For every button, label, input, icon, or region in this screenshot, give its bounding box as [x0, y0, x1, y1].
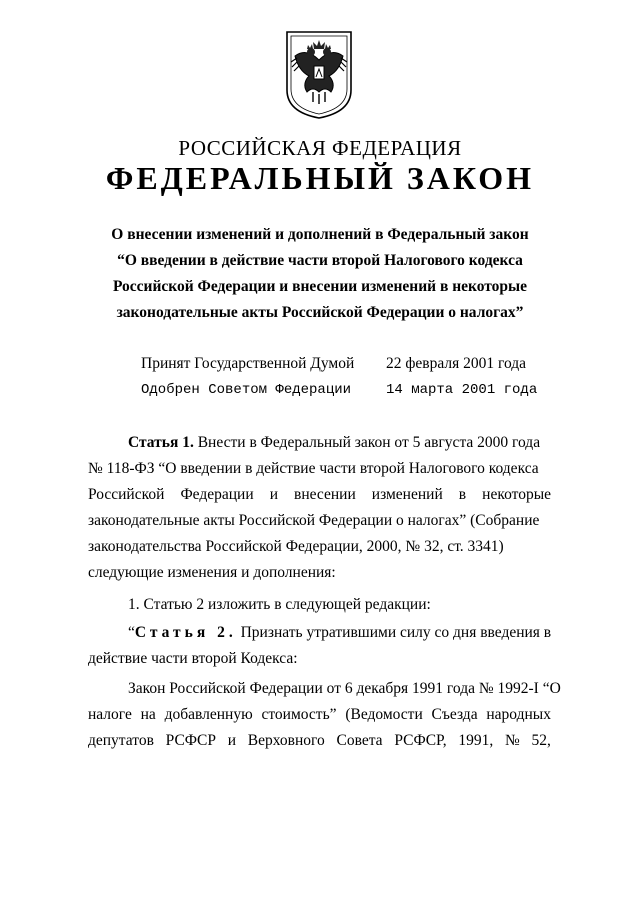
article-1-justified-line: Российской Федерации и внесении изменений в некоторые [88, 486, 551, 503]
country-title: РОССИЙСКАЯ ФЕДЕРАЦИЯ [178, 136, 462, 160]
open-quote: “ [128, 624, 135, 641]
article-2-heading: Статья 2. [134, 624, 237, 641]
law-title: ФЕДЕРАЛЬНЫЙ ЗАКОН [105, 160, 535, 196]
double-headed-eagle-icon [283, 28, 355, 120]
article-1-heading: Статья 1. [128, 434, 194, 451]
adoption-council [141, 378, 538, 402]
law-paragraph-justified-line: налоге на добавленную стоимость” (Ведомости Съезда народных [88, 706, 551, 723]
law-paragraph-line: Закон Российской Федерации от 6 декабря 1991 года № 1992-I “О [128, 680, 561, 697]
article-1-text: Внести в Федеральный закон от 5 августа 2000 года [197, 434, 541, 451]
article-1-line: № 118-ФЗ “О введении в действие части второй Налогового кодекса [88, 460, 539, 477]
item-1-text: 1. Статью 2 изложить в следующей редакции: [128, 596, 431, 613]
article-1-line: следующие изменения и дополнения: [88, 564, 336, 581]
law-paragraph-justified-line: депутатов РСФСР и Верховного Совета РСФСР, 1991, № 52, [88, 732, 551, 749]
article-2 [88, 620, 551, 672]
adoption-duma [141, 352, 529, 376]
law-paragraph [88, 676, 561, 754]
article-2-line: действие части второй Кодекса: [88, 650, 298, 667]
adoption-date: 22 февраля 2001 года [386, 355, 527, 372]
subtitle-line: “О введении в действие части второй Налогового кодекса [117, 252, 523, 269]
coat-of-arms-emblem [283, 28, 355, 120]
law-subtitle [80, 222, 560, 326]
article-1 [88, 430, 551, 586]
adoption-label: Принят Государственной Думой [141, 355, 355, 372]
subtitle-line: О внесении изменений и дополнений в Федеральный закон [111, 226, 529, 243]
item-1 [88, 592, 551, 618]
adoption-label: Одобрен Советом Федерации [141, 382, 352, 398]
article-1-line: законодательные акты Российской Федерации о налогах” (Собрание [88, 512, 540, 529]
article-2-text: Признать утратившими силу со дня введения в [240, 624, 552, 641]
article-1-line: законодательства Российской Федерации, 2000, № 32, ст. 3341) [88, 538, 504, 555]
adoption-date: 14 марта 2001 года [386, 382, 538, 398]
subtitle-line: Российской Федерации и внесении изменений в некоторые [112, 278, 528, 295]
subtitle-line: законодательные акты Российской Федерации о налогах” [116, 304, 524, 321]
